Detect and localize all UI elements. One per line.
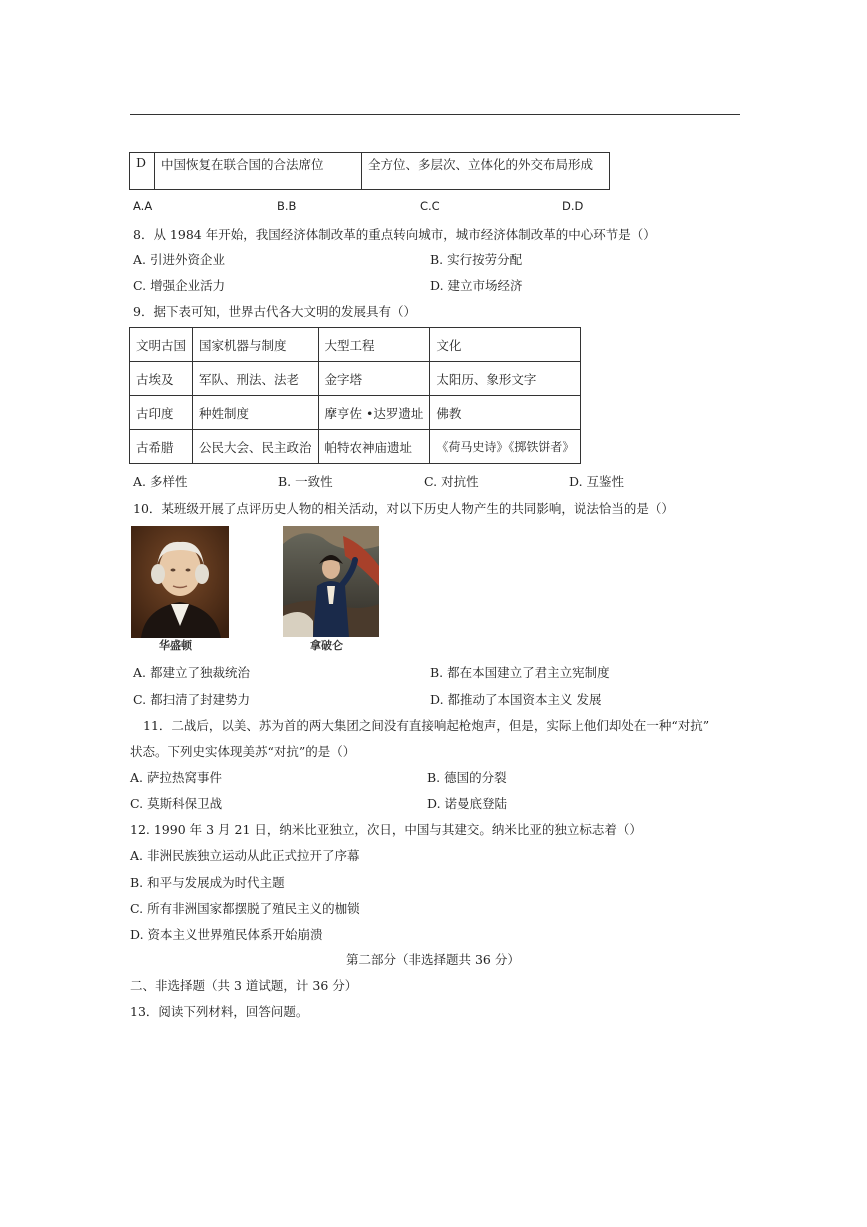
q13-stem: 13．阅读下列材料，回答问题。 — [130, 1004, 309, 1019]
q8-option-c: C. 增强企业活力 — [133, 278, 226, 293]
q8-option-d: D. 建立市场经济 — [430, 278, 523, 293]
q9-stem: 9．据下表可知，世界古代各大文明的发展具有（） — [133, 304, 416, 319]
row-event: 中国恢复在联合国的合法席位 — [155, 153, 362, 190]
section-heading: 二、非选择题（共 3 道试题，计 36 分） — [130, 978, 358, 993]
q7-option-b: B.B — [277, 199, 297, 213]
table-cell: 大型工程 — [318, 328, 430, 362]
table-q7-row-d — [129, 152, 610, 190]
q8-stem: 8．从 1984 年开始，我国经济体制改革的重点转向城市，城市经济体制改革的中心环节是（） — [133, 227, 656, 242]
q7-option-c: C.C — [420, 199, 440, 213]
table-cell: 军队、刑法、法老 — [193, 362, 319, 396]
q12-option-c: C. 所有非洲国家都摆脱了殖民主义的枷锁 — [130, 901, 360, 916]
q9-civilization-table — [129, 327, 581, 464]
q12-option-b: B. 和平与发展成为时代主题 — [130, 875, 285, 890]
table-cell: 种姓制度 — [193, 396, 319, 430]
q11-option-b: B. 德国的分裂 — [427, 770, 507, 785]
q12-stem: 12. 1990 年 3 月 21 日，纳米比亚独立，次日，中国与其建交。纳米比亚的独立标志着（） — [130, 822, 642, 837]
part2-title: 第二部分（非选择题共 36 分） — [346, 952, 520, 967]
q11-stem-line2: 状态。下列史实体现美苏“对抗”的是（） — [130, 744, 356, 759]
q8-option-a: A. 引进外资企业 — [133, 252, 225, 267]
q10-stem: 10．某班级开展了点评历史人物的相关活动，对以下历史人物产生的共同影响，说法恰当的是（） — [133, 501, 674, 516]
table-cell: 古埃及 — [130, 362, 193, 396]
caption-napoleon: 拿破仑 — [310, 639, 343, 652]
table-cell: 古希腊 — [130, 430, 193, 464]
q10-option-a: A. 都建立了独裁统治 — [133, 665, 250, 680]
q12-option-a: A. 非洲民族独立运动从此正式拉开了序幕 — [130, 848, 360, 863]
table-cell: 文化 — [430, 328, 581, 362]
table-cell: 太阳历、象形文字 — [430, 362, 581, 396]
table-cell: 古印度 — [130, 396, 193, 430]
q9-option-a: A. 多样性 — [133, 474, 188, 489]
q9-option-d: D. 互鉴性 — [569, 474, 625, 489]
header-rule — [130, 114, 740, 115]
q11-option-a: A. 萨拉热窝事件 — [130, 770, 222, 785]
q9-option-b: B. 一致性 — [278, 474, 333, 489]
q7-option-d: D.D — [562, 199, 584, 213]
table-cell: 文明古国 — [130, 328, 193, 362]
q8-option-b: B. 实行按劳分配 — [430, 252, 523, 267]
q10-option-c: C. 都扫清了封建势力 — [133, 692, 251, 707]
table-cell: 国家机器与制度 — [193, 328, 319, 362]
table-cell: 金字塔 — [318, 362, 430, 396]
row-result: 全方位、多层次、立体化的外交布局形成 — [362, 153, 610, 190]
table-row — [130, 396, 581, 430]
q11-option-d: D. 诺曼底登陆 — [427, 796, 508, 811]
table-row — [130, 430, 581, 464]
table-row — [130, 328, 581, 362]
q12-option-d: D. 资本主义世界殖民体系开始崩溃 — [130, 927, 323, 942]
napoleon-painting — [283, 526, 379, 637]
table-row — [130, 362, 581, 396]
q9-option-c: C. 对抗性 — [424, 474, 479, 489]
q11-stem-line1: 11．二战后，以美、苏为首的两大集团之间没有直接响起枪炮声，但是，实际上他们却处在一种“对抗” — [143, 718, 710, 733]
q10-option-b: B. 都在本国建立了君主立宪制度 — [430, 665, 610, 680]
table-cell: 帕特农神庙遗址 — [318, 430, 430, 464]
washington-portrait — [131, 526, 229, 638]
caption-washington: 华盛顿 — [159, 639, 192, 652]
table-cell: 公民大会、民主政治 — [193, 430, 319, 464]
table-cell: 佛教 — [430, 396, 581, 430]
q11-option-c: C. 莫斯科保卫战 — [130, 796, 223, 811]
row-letter: D — [130, 153, 155, 190]
q10-option-d: D. 都推动了本国资本主义 发展 — [430, 692, 602, 707]
q7-option-a: A.A — [133, 199, 153, 213]
table-cell: 《荷马史诗》《掷铁饼者》 — [430, 430, 581, 464]
table-cell: 摩亨佐 •达罗遗址 — [318, 396, 430, 430]
